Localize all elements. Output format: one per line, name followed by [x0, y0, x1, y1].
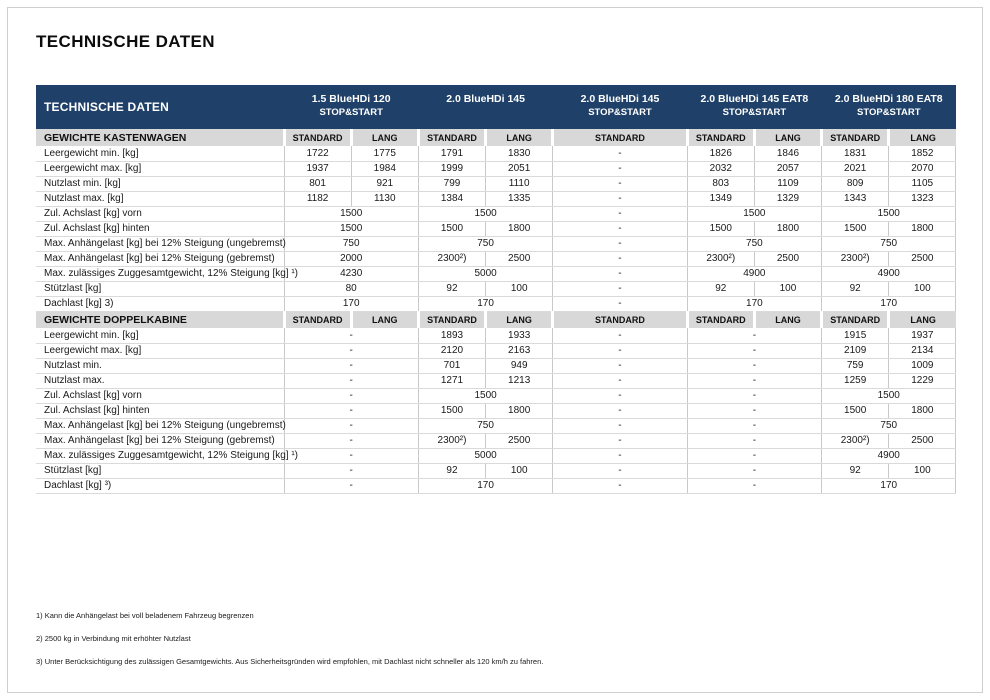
value-cell: 1800 — [889, 403, 956, 418]
value-cell: - — [553, 448, 687, 463]
value-cell: 1343 — [822, 191, 889, 206]
value-cell: 1130 — [351, 191, 418, 206]
value-cell: - — [553, 296, 687, 311]
table-row — [36, 418, 956, 433]
engine-subtitle: STOP&START — [319, 107, 383, 119]
value-cell: - — [553, 343, 687, 358]
value-cell: 803 — [687, 176, 754, 191]
row-label: Leergewicht max. [kg] — [36, 343, 284, 358]
value-cell: 750 — [284, 236, 418, 251]
footnote-2: 2) 2500 kg in Verbindung mit erhöhter Nutzlast — [36, 634, 191, 643]
value-cell: - — [284, 388, 418, 403]
engine-column-header — [553, 85, 687, 129]
value-cell: 1800 — [889, 221, 956, 236]
row-label: Nutzlast min. — [36, 358, 284, 373]
value-cell: - — [687, 478, 821, 493]
engine-subtitle: STOP&START — [588, 107, 652, 119]
value-cell: 1852 — [889, 146, 956, 161]
section-header-row — [36, 129, 956, 146]
page-title: TECHNISCHE DATEN — [36, 32, 215, 51]
value-cell: 2300²) — [687, 251, 754, 266]
value-cell: 2120 — [418, 343, 485, 358]
value-cell: - — [553, 206, 687, 221]
row-label: Nutzlast min. [kg] — [36, 176, 284, 191]
value-cell: 1500 — [418, 403, 485, 418]
value-cell: 100 — [889, 281, 956, 296]
col-header-lang: LANG — [889, 311, 956, 328]
value-cell: 1500 — [822, 221, 889, 236]
table-row — [36, 388, 956, 403]
col-header-standard: STANDARD — [822, 311, 889, 328]
engine-subtitle: STOP&START — [857, 107, 921, 119]
value-cell: 100 — [486, 463, 553, 478]
value-cell: - — [553, 478, 687, 493]
value-cell: 2109 — [822, 343, 889, 358]
value-cell: - — [553, 266, 687, 281]
row-label: Max. zulässiges Zuggesamtgewicht, 12% Steigung [kg] ¹) — [36, 266, 284, 281]
row-label: Zul. Achslast [kg] hinten — [36, 221, 284, 236]
value-cell: 2300²) — [822, 433, 889, 448]
value-cell: 170 — [418, 296, 552, 311]
value-cell: 801 — [284, 176, 351, 191]
value-cell: - — [284, 343, 418, 358]
value-cell: - — [687, 433, 821, 448]
table-row — [36, 161, 956, 176]
table-row — [36, 358, 956, 373]
value-cell: - — [284, 463, 418, 478]
col-header-lang: LANG — [754, 129, 821, 146]
value-cell: 1229 — [889, 373, 956, 388]
value-cell: - — [687, 448, 821, 463]
value-cell: - — [284, 373, 418, 388]
value-cell: - — [687, 418, 821, 433]
value-cell: 100 — [754, 281, 821, 296]
value-cell: 1722 — [284, 146, 351, 161]
col-header-lang: LANG — [351, 311, 418, 328]
engine-column-header — [284, 85, 418, 129]
col-header-standard: STANDARD — [687, 129, 754, 146]
footnote-1: 1) Kann die Anhängelast bei voll beladenem Fahrzeug begrenzen — [36, 611, 254, 620]
value-cell: 1329 — [754, 191, 821, 206]
col-header-lang: LANG — [754, 311, 821, 328]
value-cell: - — [687, 463, 821, 478]
value-cell: - — [553, 281, 687, 296]
value-cell: - — [687, 343, 821, 358]
value-cell: 1182 — [284, 191, 351, 206]
table-row — [36, 403, 956, 418]
value-cell: - — [284, 418, 418, 433]
value-cell: 1500 — [687, 221, 754, 236]
table-row — [36, 463, 956, 478]
value-cell: 100 — [889, 463, 956, 478]
value-cell: - — [284, 433, 418, 448]
value-cell: 1500 — [284, 221, 418, 236]
value-cell: 2134 — [889, 343, 956, 358]
row-label: Max. Anhängelast [kg] bei 12% Steigung (gebremst) — [36, 433, 284, 448]
value-cell: 170 — [822, 478, 956, 493]
table-row — [36, 176, 956, 191]
value-cell: 92 — [822, 281, 889, 296]
value-cell: 1831 — [822, 146, 889, 161]
row-label: Zul. Achslast [kg] vorn — [36, 206, 284, 221]
row-label: Dachlast [kg] 3) — [36, 296, 284, 311]
value-cell: - — [687, 328, 821, 343]
col-header-standard: STANDARD — [553, 311, 687, 328]
value-cell: - — [553, 388, 687, 403]
value-cell: 2032 — [687, 161, 754, 176]
table-header-label: TECHNISCHE DATEN — [36, 85, 284, 129]
value-cell: 809 — [822, 176, 889, 191]
row-label: Leergewicht max. [kg] — [36, 161, 284, 176]
table-row — [36, 328, 956, 343]
value-cell: 4900 — [822, 448, 956, 463]
value-cell: 2057 — [754, 161, 821, 176]
value-cell: - — [553, 463, 687, 478]
value-cell: 2300²) — [822, 251, 889, 266]
col-header-lang: LANG — [486, 129, 553, 146]
value-cell: - — [553, 358, 687, 373]
value-cell: - — [284, 328, 418, 343]
row-label: Stützlast [kg] — [36, 463, 284, 478]
value-cell: - — [284, 403, 418, 418]
engine-name: 2.0 BlueHDi 145 EAT8 — [700, 93, 809, 105]
row-label: Max. Anhängelast [kg] bei 12% Steigung (ungebremst) — [36, 236, 284, 251]
value-cell: - — [553, 176, 687, 191]
table-row — [36, 146, 956, 161]
value-cell: - — [553, 433, 687, 448]
row-label: Max. Anhängelast [kg] bei 12% Steigung (gebremst) — [36, 251, 284, 266]
col-header-standard: STANDARD — [418, 129, 485, 146]
col-header-lang: LANG — [351, 129, 418, 146]
value-cell: - — [553, 191, 687, 206]
engine-name: 2.0 BlueHDi 145 — [446, 93, 525, 105]
value-cell: 1500 — [687, 206, 821, 221]
value-cell: 1999 — [418, 161, 485, 176]
row-label: Max. Anhängelast [kg] bei 12% Steigung (ungebremst) — [36, 418, 284, 433]
value-cell: 1500 — [822, 206, 956, 221]
section-header-row — [36, 311, 956, 328]
value-cell: - — [687, 403, 821, 418]
table-row — [36, 251, 956, 266]
value-cell: 170 — [418, 478, 552, 493]
value-cell: 750 — [822, 236, 956, 251]
value-cell: 170 — [284, 296, 418, 311]
row-label: Leergewicht min. [kg] — [36, 328, 284, 343]
page — [7, 7, 983, 693]
value-cell: 170 — [687, 296, 821, 311]
value-cell: 701 — [418, 358, 485, 373]
value-cell: 1109 — [754, 176, 821, 191]
row-label: Max. zulässiges Zuggesamtgewicht, 12% Steigung [kg] ¹) — [36, 448, 284, 463]
table-row — [36, 343, 956, 358]
value-cell: - — [687, 373, 821, 388]
section-title: GEWICHTE KASTENWAGEN — [36, 129, 284, 146]
value-cell: 750 — [822, 418, 956, 433]
value-cell: 1335 — [486, 191, 553, 206]
value-cell: 1500 — [418, 388, 552, 403]
engine-subtitle: STOP&START — [722, 107, 787, 119]
table-row — [36, 191, 956, 206]
value-cell: 2000 — [284, 251, 418, 266]
table-row — [36, 206, 956, 221]
value-cell: 1110 — [486, 176, 553, 191]
engine-name: 2.0 BlueHDi 145 — [580, 93, 660, 105]
value-cell: 1213 — [486, 373, 553, 388]
value-cell: - — [553, 403, 687, 418]
value-cell: 1830 — [486, 146, 553, 161]
value-cell: 750 — [418, 418, 552, 433]
value-cell: 2500 — [486, 251, 553, 266]
engine-header-row — [36, 85, 956, 129]
row-label: Zul. Achslast [kg] vorn — [36, 388, 284, 403]
row-label: Leergewicht min. [kg] — [36, 146, 284, 161]
value-cell: 2500 — [889, 251, 956, 266]
table-body — [36, 129, 956, 493]
value-cell: 2500 — [754, 251, 821, 266]
col-header-standard: STANDARD — [284, 311, 351, 328]
value-cell: 799 — [418, 176, 485, 191]
value-cell: 2500 — [889, 433, 956, 448]
value-cell: 1500 — [418, 206, 552, 221]
table-row — [36, 448, 956, 463]
value-cell: 1933 — [486, 328, 553, 343]
table-row — [36, 281, 956, 296]
value-cell: - — [553, 373, 687, 388]
value-cell: 1009 — [889, 358, 956, 373]
value-cell: - — [284, 478, 418, 493]
value-cell: 2163 — [486, 343, 553, 358]
value-cell: 759 — [822, 358, 889, 373]
value-cell: 1500 — [822, 388, 956, 403]
value-cell: 949 — [486, 358, 553, 373]
table-head — [36, 85, 956, 129]
value-cell: - — [553, 328, 687, 343]
value-cell: 921 — [351, 176, 418, 191]
value-cell: 1349 — [687, 191, 754, 206]
row-label: Nutzlast max. [kg] — [36, 191, 284, 206]
table-row — [36, 433, 956, 448]
value-cell: 1500 — [418, 221, 485, 236]
value-cell: 4900 — [687, 266, 821, 281]
col-header-standard: STANDARD — [822, 129, 889, 146]
value-cell: 92 — [418, 463, 485, 478]
value-cell: - — [553, 161, 687, 176]
value-cell: - — [553, 236, 687, 251]
col-header-standard: STANDARD — [687, 311, 754, 328]
value-cell: 1800 — [754, 221, 821, 236]
value-cell: 2300²) — [418, 251, 485, 266]
value-cell: 4230 — [284, 266, 418, 281]
value-cell: 1323 — [889, 191, 956, 206]
value-cell: 92 — [687, 281, 754, 296]
value-cell: - — [284, 448, 418, 463]
value-cell: - — [284, 358, 418, 373]
col-header-standard: STANDARD — [284, 129, 351, 146]
table-row — [36, 236, 956, 251]
engine-column-header — [418, 85, 552, 129]
value-cell: 1500 — [822, 403, 889, 418]
value-cell: 2300²) — [418, 433, 485, 448]
value-cell: 1271 — [418, 373, 485, 388]
value-cell: 1105 — [889, 176, 956, 191]
value-cell: - — [553, 418, 687, 433]
engine-name: 1.5 BlueHDi 120 — [311, 93, 391, 105]
value-cell: - — [687, 358, 821, 373]
table-row — [36, 221, 956, 236]
section-title: GEWICHTE DOPPELKABINE — [36, 311, 284, 328]
value-cell: 5000 — [418, 448, 552, 463]
footnotes — [36, 611, 543, 680]
value-cell: 1984 — [351, 161, 418, 176]
row-label: Stützlast [kg] — [36, 281, 284, 296]
value-cell: 92 — [822, 463, 889, 478]
value-cell: 2500 — [486, 433, 553, 448]
engine-name: 2.0 BlueHDi 180 EAT8 — [834, 93, 943, 105]
footnote-3: 3) Unter Berücksichtigung des zulässigen Gesamtgewichts. Aus Sicherheitsgründen wird empfohlen, mit Dachlast nicht schneller als 120 km/h zu fahren. — [36, 657, 544, 666]
value-cell: 1775 — [351, 146, 418, 161]
value-cell: 1937 — [284, 161, 351, 176]
value-cell: 1384 — [418, 191, 485, 206]
row-label: Dachlast [kg] ³) — [36, 478, 284, 493]
value-cell: 1915 — [822, 328, 889, 343]
col-header-lang: LANG — [889, 129, 956, 146]
value-cell: - — [553, 221, 687, 236]
value-cell: 2070 — [889, 161, 956, 176]
value-cell: - — [553, 146, 687, 161]
value-cell: - — [553, 251, 687, 266]
table-row — [36, 296, 956, 311]
col-header-lang: LANG — [486, 311, 553, 328]
value-cell: 1937 — [889, 328, 956, 343]
value-cell: 1800 — [486, 221, 553, 236]
value-cell: 1826 — [687, 146, 754, 161]
col-header-standard: STANDARD — [553, 129, 687, 146]
value-cell: 2021 — [822, 161, 889, 176]
table-row — [36, 266, 956, 281]
value-cell: 750 — [418, 236, 552, 251]
technical-data-table — [36, 85, 956, 494]
value-cell: 80 — [284, 281, 418, 296]
row-label: Zul. Achslast [kg] hinten — [36, 403, 284, 418]
col-header-standard: STANDARD — [418, 311, 485, 328]
value-cell: 92 — [418, 281, 485, 296]
value-cell: 750 — [687, 236, 821, 251]
value-cell: 1259 — [822, 373, 889, 388]
engine-column-header — [687, 85, 821, 129]
value-cell: 100 — [486, 281, 553, 296]
table-row — [36, 478, 956, 493]
value-cell: 4900 — [822, 266, 956, 281]
value-cell: 170 — [822, 296, 956, 311]
engine-column-header — [822, 85, 956, 129]
value-cell: - — [687, 388, 821, 403]
row-label: Nutzlast max. — [36, 373, 284, 388]
value-cell: 1893 — [418, 328, 485, 343]
value-cell: 1500 — [284, 206, 418, 221]
value-cell: 5000 — [418, 266, 552, 281]
value-cell: 2051 — [486, 161, 553, 176]
value-cell: 1791 — [418, 146, 485, 161]
value-cell: 1800 — [486, 403, 553, 418]
table-row — [36, 373, 956, 388]
value-cell: 1846 — [754, 146, 821, 161]
